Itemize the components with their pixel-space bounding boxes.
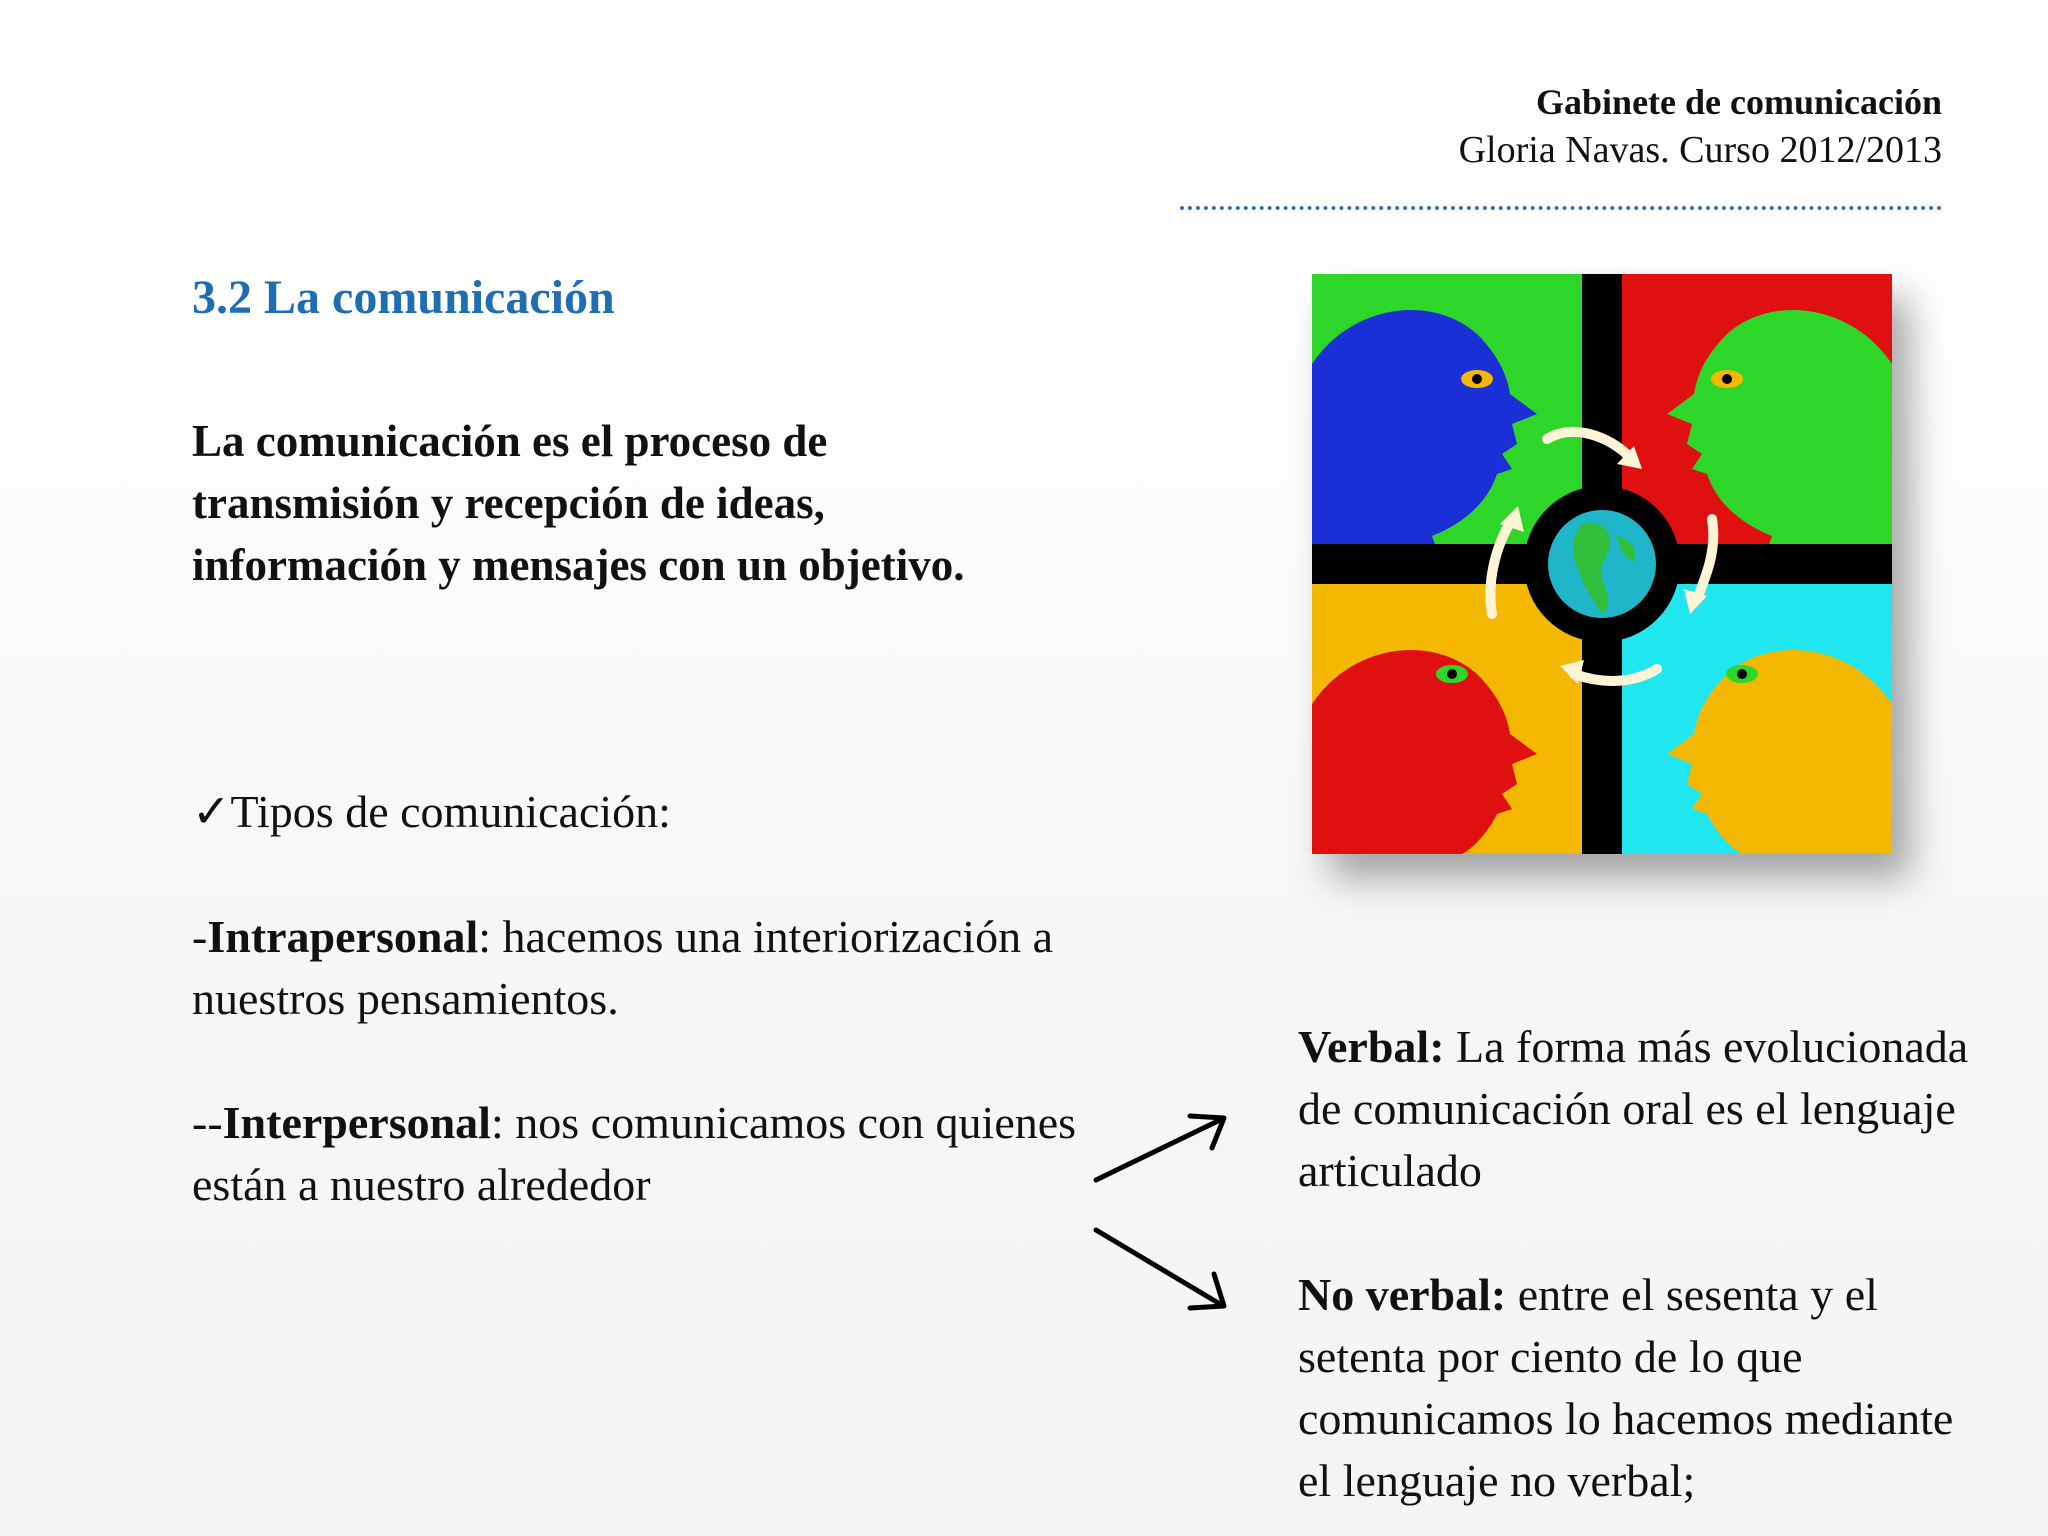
intrapersonal-item xyxy=(192,906,1072,1030)
no-verbal-text: entre el sesenta y el setenta por ciento de lo que comunicamos lo hacemos mediante el lenguaje no verbal; xyxy=(1298,1269,1954,1506)
header xyxy=(1459,78,1942,174)
header-divider xyxy=(1180,206,1942,210)
interpersonal-item xyxy=(192,1092,1092,1216)
arrow-icon-up xyxy=(1090,1100,1240,1200)
check-icon: ✓ xyxy=(192,786,231,837)
interpersonal-term: Interpersonal xyxy=(222,1097,491,1148)
definition-text: La comunicación es el proceso de transmisión y recepción de ideas, información y mensajes con un objetivo. xyxy=(192,416,965,590)
types-heading-label: Tipos de comunicación: xyxy=(230,786,671,837)
header-title: Gabinete de comunicación xyxy=(1536,82,1942,122)
intrapersonal-term: Intrapersonal xyxy=(207,911,479,962)
intrapersonal-text: : hacemos una interiorización a nuestros pensamientos. xyxy=(192,911,1053,1024)
intrapersonal-prefix: - xyxy=(192,911,208,962)
no-verbal-item xyxy=(1298,1264,1978,1512)
verbal-term: Verbal: xyxy=(1298,1021,1445,1072)
verbal-item xyxy=(1298,1016,1978,1202)
interpersonal-text: : nos comunicamos con quienes están a nuestro alrededor xyxy=(192,1097,1077,1210)
interpersonal-prefix: -- xyxy=(192,1097,223,1148)
communication-illustration xyxy=(1312,274,1892,854)
types-heading xyxy=(192,784,671,838)
header-subtitle: Gloria Navas. Curso 2012/2013 xyxy=(1458,129,1942,171)
verbal-text: La forma más evolucionada de comunicación oral es el lenguaje articulado xyxy=(1298,1021,1969,1196)
arrow-icon-down xyxy=(1090,1220,1240,1320)
no-verbal-term: No verbal: xyxy=(1298,1269,1507,1320)
section-title: 3.2 La comunicación xyxy=(192,271,615,324)
